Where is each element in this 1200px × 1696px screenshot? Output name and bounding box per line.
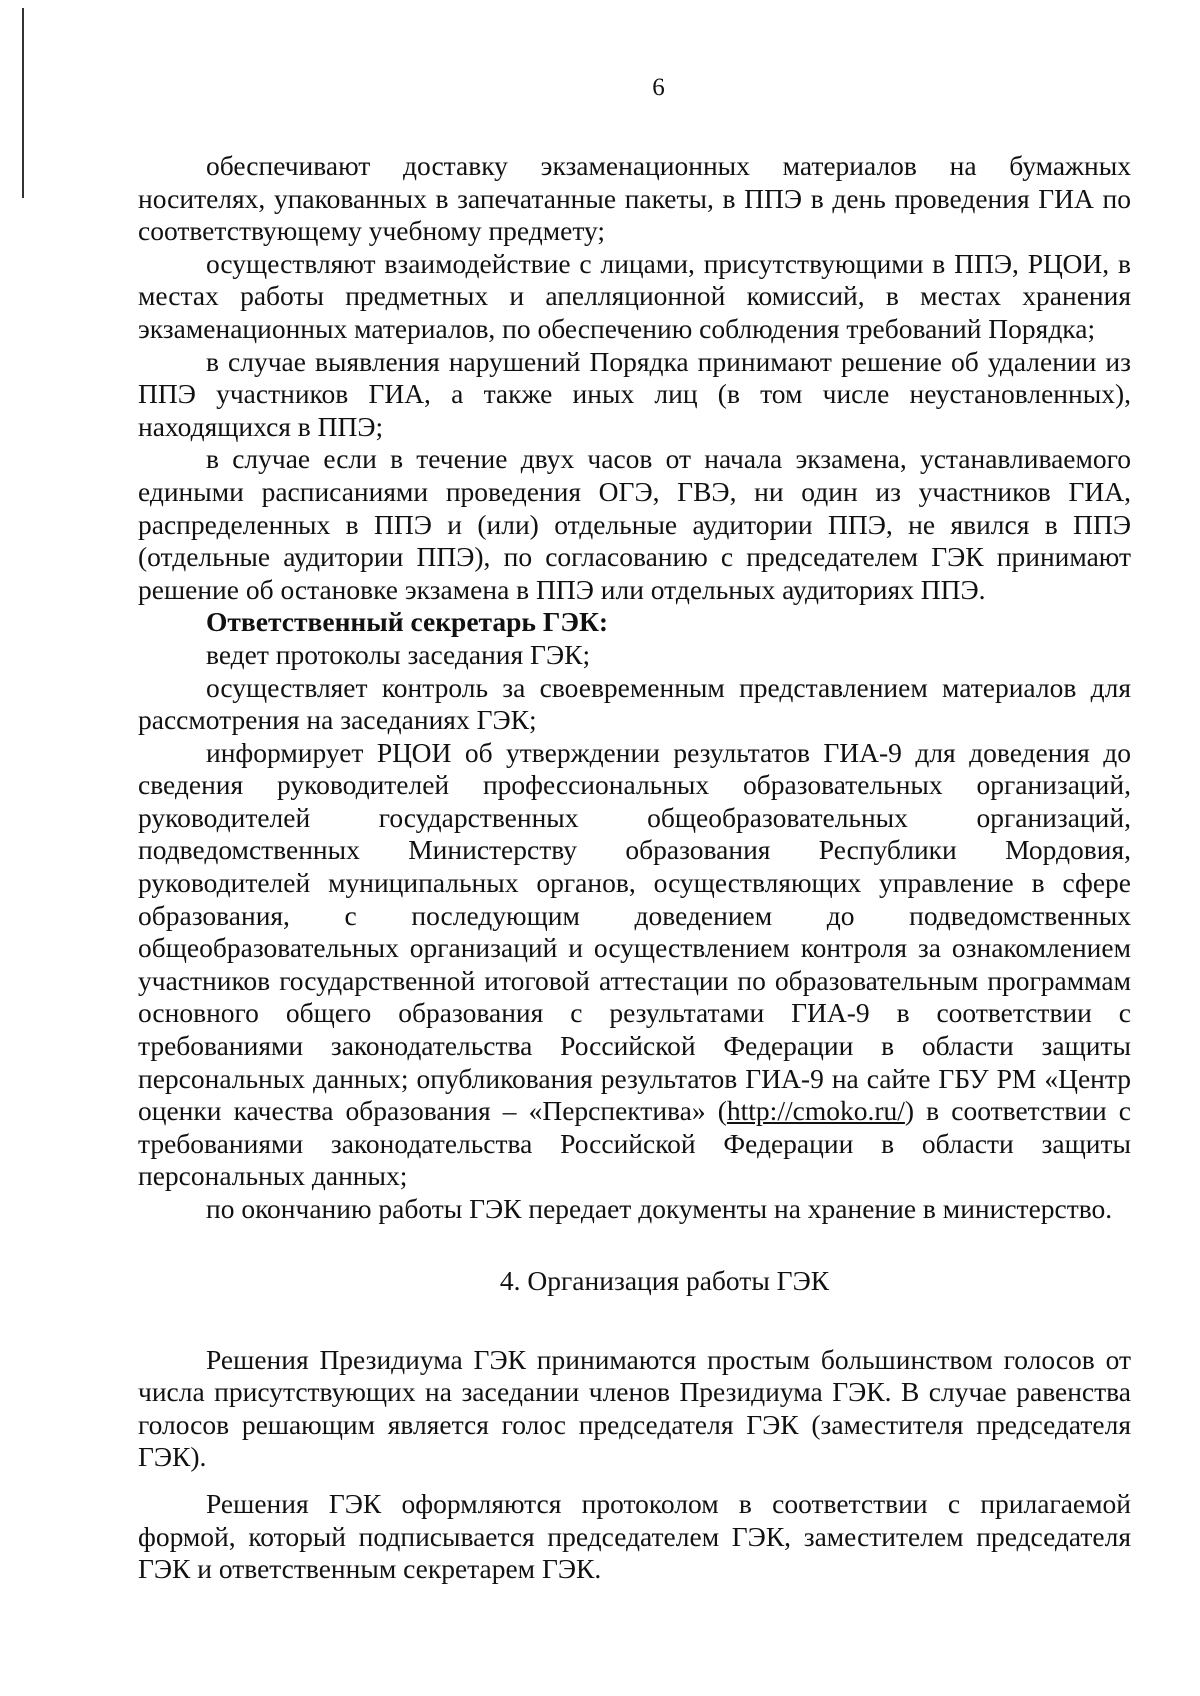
document-page [138, 72, 1131, 1586]
secretary-item-inform [138, 737, 1131, 1193]
paragraph-presidium-decisions: Решения Президиума ГЭК принимаются простым большинством голосов от числа присутствующих на заседании членов Президиума ГЭК. В случае равенства голосов решающим является голос председателя ГЭК (заместителя председателя ГЭК). [138, 1343, 1131, 1473]
paragraph-exam-stop: в случае если в течение двух часов от начала экзамена, устанавливаемого едиными расписаниями проведения ОГЭ, ГВЭ, ни один из участников ГИА, распределенных в ППЭ и (или) отдельные аудитории ППЭ, не явился в ППЭ (отдельные аудитории ППЭ), по согласованию с председателем ГЭК принимают решение об остановке экзамена в ППЭ или отдельных аудиториях ППЭ. [138, 443, 1131, 605]
paragraph-interaction: осуществляют взаимодействие с лицами, присутствующими в ППЭ, РЦОИ, в местах работы предметных и апелляционной комиссий, в местах хранения экзаменационных материалов, по обеспечению соблюдения требований Порядка; [138, 247, 1131, 344]
scan-edge-mark [22, 8, 24, 198]
secretary-item-archive: по окончанию работы ГЭК передает документы на хранение в министерство. [206, 1193, 1113, 1224]
secretary-item-control: осуществляет контроль за своевременным представлением материалов для рассмотрения на заседаниях ГЭК; [138, 671, 1131, 736]
inform-text-after-link: ) в соответствии с требованиями законодательства Российской Федерации в области защиты персональных данных; [138, 1095, 1132, 1192]
paragraph-gek-decisions: Решения ГЭК оформляются протоколом в соответствии с прилагаемой формой, который подписывается председателем ГЭК, заместителем председателя ГЭК и ответственным секретарем ГЭК. [138, 1487, 1131, 1585]
page-number: 6 [652, 74, 665, 101]
paragraph-violations: в случае выявления нарушений Порядка принимают решение об удалении из ППЭ участников ГИА, а также иных лиц (в том числе неустановленных), находящихся в ППЭ; [138, 345, 1131, 442]
section-heading: 4. Организация работы ГЭК [499, 1264, 830, 1296]
paragraph-delivery: обеспечивают доставку экзаменационных материалов на бумажных носителях, упакованных в запечатанные пакеты, в ППЭ в день проведения ГИА по соответствующему учебному предмету; [138, 150, 1131, 247]
inform-text-before-link: информирует РЦОИ об утверждении результатов ГИА-9 для доведения до сведения руководителей профессиональных образовательных организаций, руководителей государственных общеобразовательных организаций, подведомственных Министерству образования Республики Мордовия, руководителей муниципальных органов, осуществляющих управление в сфере образования, с последующим доведением до подведомственных общеобразовательных организаций и осуществлением контроля за ознакомлением участников государственной итоговой аттестации по образовательным программам основного общего образования с результатами ГИА-9 в соответствии с требованиями законодательства Российской Федерации в области защиты персональных данных; опубликования результатов ГИА-9 на сайте ГБУ РМ «Центр оценки качества образования – «Перспектива» ( [138, 736, 1131, 1127]
secretary-heading: Ответственный секретарь ГЭК: [206, 606, 609, 638]
secretary-item-protocols: ведет протоколы заседания ГЭК; [206, 638, 591, 670]
cmoko-link[interactable]: http://cmoko.ru/ [726, 1095, 905, 1127]
